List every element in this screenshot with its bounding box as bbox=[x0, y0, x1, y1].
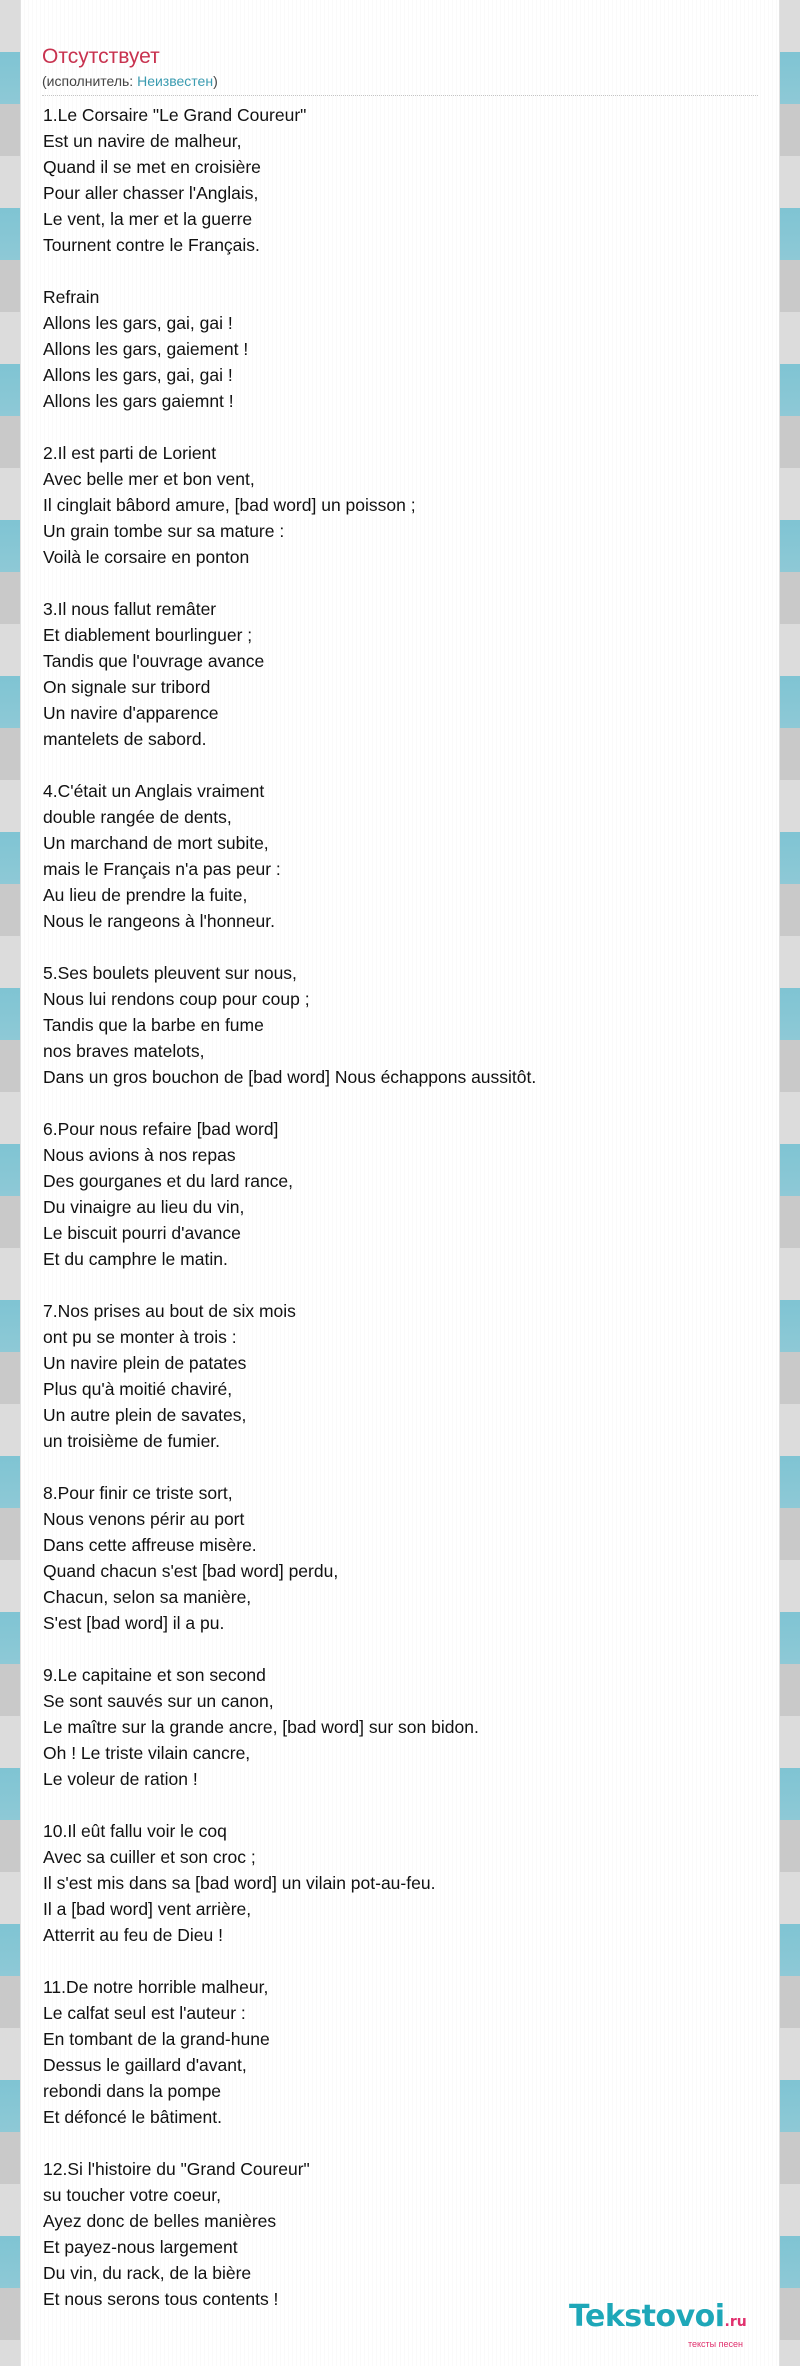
lyrics-stanza bbox=[43, 1480, 763, 1636]
lyrics-line: 1.Le Corsaire "Le Grand Coureur" bbox=[43, 105, 307, 125]
lyrics-line: Et diablement bourlinguer ; bbox=[43, 625, 253, 645]
lyrics-line: un troisième de fumier. bbox=[43, 1431, 221, 1451]
lyrics-stanza bbox=[43, 1116, 763, 1272]
lyrics-line: Tandis que l'ouvrage avance bbox=[43, 651, 265, 671]
lyrics-line: nos braves matelots, bbox=[43, 1041, 205, 1061]
lyrics-line: Allons les gars gaiemnt ! bbox=[43, 391, 234, 411]
lyrics-card bbox=[20, 0, 780, 2366]
lyrics-line: Il cinglait bâbord amure, [bad word] un poisson ; bbox=[43, 495, 416, 515]
lyrics-line: Un autre plein de savates, bbox=[43, 1405, 247, 1425]
lyrics-line: Ayez donc de belles manières bbox=[43, 2211, 277, 2231]
lyrics-line: Plus qu'à moitié chaviré, bbox=[43, 1379, 233, 1399]
lyrics-line: Un navire plein de patates bbox=[43, 1353, 247, 1373]
lyrics-line: 5.Ses boulets pleuvent sur nous, bbox=[43, 963, 297, 983]
lyrics-line: Quand chacun s'est [bad word] perdu, bbox=[43, 1561, 339, 1581]
lyrics-line: Le vent, la mer et la guerre bbox=[43, 209, 253, 229]
lyrics-line: Avec belle mer et bon vent, bbox=[43, 469, 255, 489]
lyrics-line: Pour aller chasser l'Anglais, bbox=[43, 183, 259, 203]
artist-line bbox=[42, 72, 218, 90]
lyrics-line: ont pu se monter à trois : bbox=[43, 1327, 237, 1347]
lyrics-line: Chacun, selon sa manière, bbox=[43, 1587, 252, 1607]
lyrics-line: En tombant de la grand-hune bbox=[43, 2029, 270, 2049]
lyrics-line: Atterrit au feu de Dieu ! bbox=[43, 1925, 223, 1945]
lyrics-line: Nous venons périr au port bbox=[43, 1509, 245, 1529]
lyrics-line: Quand il se met en croisière bbox=[43, 157, 261, 177]
lyrics-line: S'est [bad word] il a pu. bbox=[43, 1613, 225, 1633]
header-divider bbox=[42, 95, 758, 96]
lyrics-stanza bbox=[43, 1974, 763, 2130]
logo-tld: .ru bbox=[724, 2314, 747, 2330]
lyrics-line: Nous lui rendons coup pour coup ; bbox=[43, 989, 310, 1009]
lyrics-line: Et payez-nous largement bbox=[43, 2237, 238, 2257]
lyrics-line: Il a [bad word] vent arrière, bbox=[43, 1899, 252, 1919]
lyrics-line: Et du camphre le matin. bbox=[43, 1249, 228, 1269]
site-logo[interactable] bbox=[569, 2300, 769, 2348]
lyrics-line: 3.Il nous fallut remâter bbox=[43, 599, 217, 619]
lyrics-line: Le maître sur la grande ancre, [bad word] sur son bidon. bbox=[43, 1717, 479, 1737]
lyrics-stanza bbox=[43, 1818, 763, 1948]
lyrics-stanza bbox=[43, 778, 763, 934]
lyrics-stanza bbox=[43, 284, 763, 414]
lyrics-line: double rangée de dents, bbox=[43, 807, 232, 827]
lyrics-line: Dessus le gaillard d'avant, bbox=[43, 2055, 247, 2075]
lyrics-line: Des gourganes et du lard rance, bbox=[43, 1171, 294, 1191]
lyrics-line: 9.Le capitaine et son second bbox=[43, 1665, 266, 1685]
lyrics-line: 7.Nos prises au bout de six mois bbox=[43, 1301, 296, 1321]
lyrics-line: Le calfat seul est l'auteur : bbox=[43, 2003, 246, 2023]
lyrics-stanza bbox=[43, 2156, 763, 2312]
lyrics-line: Dans un gros bouchon de [bad word] Nous échappons aussitôt. bbox=[43, 1067, 537, 1087]
artist-suffix: ) bbox=[213, 73, 218, 89]
lyrics-stanza bbox=[43, 102, 763, 258]
lyrics-line: 12.Si l'histoire du "Grand Coureur" bbox=[43, 2159, 310, 2179]
lyrics-line: 2.Il est parti de Lorient bbox=[43, 443, 217, 463]
lyrics-line: Au lieu de prendre la fuite, bbox=[43, 885, 248, 905]
lyrics-stanza bbox=[43, 960, 763, 1090]
lyrics-line: Allons les gars, gai, gai ! bbox=[43, 313, 233, 333]
lyrics-stanza bbox=[43, 440, 763, 570]
lyrics-line: su toucher votre coeur, bbox=[43, 2185, 222, 2205]
lyrics-line: 11.De notre horrible malheur, bbox=[43, 1977, 269, 1997]
lyrics-line: mais le Français n'a pas peur : bbox=[43, 859, 281, 879]
lyrics-line: Tandis que la barbe en fume bbox=[43, 1015, 264, 1035]
artist-prefix: (исполнитель: bbox=[42, 73, 138, 89]
lyrics-stanza bbox=[43, 1662, 763, 1792]
artist-link[interactable]: Неизвестен bbox=[137, 73, 214, 89]
lyrics-line: Le biscuit pourri d'avance bbox=[43, 1223, 241, 1243]
lyrics-line: On signale sur tribord bbox=[43, 677, 211, 697]
lyrics-body bbox=[43, 102, 763, 2338]
lyrics-line: Avec sa cuiller et son croc ; bbox=[43, 1847, 256, 1867]
lyrics-line: Et défoncé le bâtiment. bbox=[43, 2107, 222, 2127]
lyrics-stanza bbox=[43, 596, 763, 752]
logo-wordmark bbox=[569, 2300, 769, 2339]
lyrics-line: Voilà le corsaire en ponton bbox=[43, 547, 250, 567]
lyrics-line: Se sont sauvés sur un canon, bbox=[43, 1691, 274, 1711]
lyrics-line: Et nous serons tous contents ! bbox=[43, 2289, 279, 2309]
lyrics-line: Il s'est mis dans sa [bad word] un vilain pot-au-feu. bbox=[43, 1873, 436, 1893]
logo-tagline: тексты песен bbox=[687, 2339, 743, 2349]
lyrics-line: Dans cette affreuse misère. bbox=[43, 1535, 257, 1555]
lyrics-line: Nous avions à nos repas bbox=[43, 1145, 236, 1165]
lyrics-line: 6.Pour nous refaire [bad word] bbox=[43, 1119, 279, 1139]
lyrics-line: 8.Pour finir ce triste sort, bbox=[43, 1483, 233, 1503]
lyrics-line: Allons les gars, gaiement ! bbox=[43, 339, 249, 359]
lyrics-line: Est un navire de malheur, bbox=[43, 131, 242, 151]
lyrics-line: Oh ! Le triste vilain cancre, bbox=[43, 1743, 251, 1763]
lyrics-line: mantelets de sabord. bbox=[43, 729, 207, 749]
lyrics-line: Tournent contre le Français. bbox=[43, 235, 260, 255]
lyrics-line: rebondi dans la pompe bbox=[43, 2081, 222, 2101]
lyrics-line: Du vin, du rack, de la bière bbox=[43, 2263, 252, 2283]
lyrics-stanza bbox=[43, 1298, 763, 1454]
song-title: Отсутствует bbox=[42, 45, 160, 68]
logo-name: Tekstovoi bbox=[569, 2299, 725, 2334]
lyrics-line: Allons les gars, gai, gai ! bbox=[43, 365, 233, 385]
lyrics-line: Refrain bbox=[43, 287, 100, 307]
lyrics-line: Un marchand de mort subite, bbox=[43, 833, 269, 853]
lyrics-line: 4.C'était un Anglais vraiment bbox=[43, 781, 265, 801]
lyrics-line: Le voleur de ration ! bbox=[43, 1769, 198, 1789]
lyrics-line: Nous le rangeons à l'honneur. bbox=[43, 911, 275, 931]
lyrics-line: 10.Il eût fallu voir le coq bbox=[43, 1821, 227, 1841]
lyrics-line: Un grain tombe sur sa mature : bbox=[43, 521, 285, 541]
lyrics-line: Du vinaigre au lieu du vin, bbox=[43, 1197, 245, 1217]
lyrics-line: Un navire d'apparence bbox=[43, 703, 219, 723]
